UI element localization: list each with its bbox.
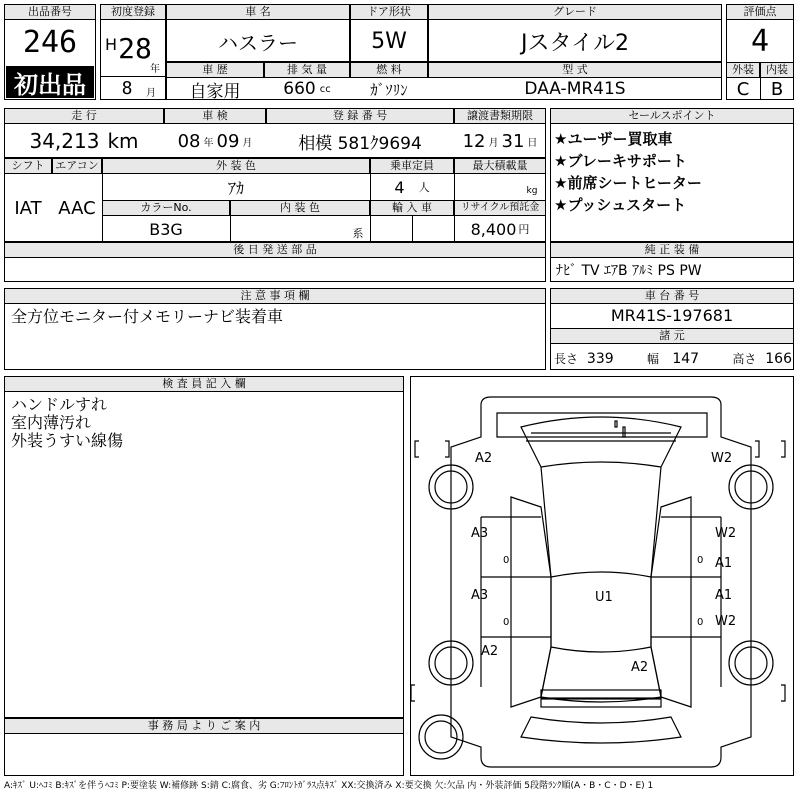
mileage: 34,213 km xyxy=(29,129,139,153)
damage-mark: U1 xyxy=(595,590,613,605)
era: H xyxy=(104,34,118,54)
damage-mark: W2 xyxy=(715,614,737,629)
inspection-expiry: 08 年 09 月 xyxy=(177,130,253,152)
damage-mark: A2 xyxy=(475,451,493,466)
history-label: 車 歴 xyxy=(166,62,264,78)
recycle: 8,400 円 xyxy=(470,219,530,239)
year-unit: 年 xyxy=(150,63,160,74)
equipment-label: 純 正 装 備 xyxy=(550,242,794,258)
damage-mark: A2 xyxy=(481,644,499,659)
chassis-number: MR41S-197681 xyxy=(610,305,734,325)
door-label: ドア形状 xyxy=(350,4,428,20)
damage-mark-zero: 0 xyxy=(697,617,704,628)
sales-points-label: セールスポイント xyxy=(550,108,794,124)
damage-mark: W2 xyxy=(711,451,733,466)
mileage-label: 走 行 xyxy=(4,108,164,124)
first-listing-badge: 初出品 xyxy=(6,66,94,98)
damage-mark-zero: 0 xyxy=(503,555,510,566)
inspector-note: 外装うすい線傷 xyxy=(11,431,124,450)
car-name: ハスラー xyxy=(218,30,298,55)
max-load-unit: kg xyxy=(526,186,538,196)
int-color-unit: 系 xyxy=(352,227,364,240)
model: DAA-MR41S xyxy=(524,79,626,99)
office-label: 事 務 局 よ り ご 案 内 xyxy=(4,718,404,734)
ext-color: ｱｶ xyxy=(227,178,244,198)
grade-label: グレード xyxy=(428,4,722,20)
damage-mark: A1 xyxy=(715,588,733,603)
damage-mark-zero: 0 xyxy=(697,555,704,566)
dims-label: 諸 元 xyxy=(550,328,794,344)
first-reg-label: 初度登録 xyxy=(100,4,166,20)
door: 5W xyxy=(371,28,407,54)
lot-label: 出品番号 xyxy=(4,4,96,20)
grade: Jスタイル2 xyxy=(520,30,630,56)
transfer-label: 譲渡書類期限 xyxy=(454,108,546,124)
ac: AAC xyxy=(58,197,96,219)
equipment: ﾅﾋﾞ TV ｴｱB ｱﾙﾐ PS PW xyxy=(556,263,702,279)
shift-label: シフト xyxy=(4,158,52,174)
dimensions: 長さ 339 幅 147 高さ 166 xyxy=(554,350,792,367)
score: 4 xyxy=(750,23,770,59)
inspector-label: 検 査 員 記 入 欄 xyxy=(4,376,404,392)
car-outline-diagram xyxy=(411,377,793,775)
transfer-deadline: 12 月 31 日 xyxy=(462,130,538,152)
parts-label: 後 日 発 送 部 品 xyxy=(4,242,546,258)
ext-color-label: 外 装 色 xyxy=(102,158,370,174)
inspection-label: 車 検 xyxy=(164,108,266,124)
reg-no-label: 登 録 番 号 xyxy=(266,108,454,124)
height: 166 xyxy=(765,350,792,367)
car-name-label: 車 名 xyxy=(166,4,350,20)
interior-label: 内装 xyxy=(760,62,794,78)
first-reg-year: 28 xyxy=(118,31,152,65)
capacity: 4 人 xyxy=(394,177,430,197)
inspector-notes xyxy=(6,394,402,452)
length: 339 xyxy=(586,350,614,367)
damage-mark: A3 xyxy=(471,588,489,603)
import-label: 輸 入 車 xyxy=(370,200,454,216)
sales-point: ★ユーザー買取車 xyxy=(554,130,673,148)
ac-label: エアコン xyxy=(52,158,102,174)
lot-number: 246 xyxy=(22,24,78,60)
recycle-label: リサイクル預託金 xyxy=(454,200,546,216)
exterior-label: 外装 xyxy=(726,62,760,78)
first-reg-month: 8 xyxy=(121,78,133,98)
history: 自家用 xyxy=(189,81,241,100)
sales-point: ★前席シートヒーター xyxy=(554,174,702,192)
damage-mark-zero: 0 xyxy=(503,617,510,628)
score-label: 評価点 xyxy=(726,4,794,20)
inspector-note: 室内薄汚れ xyxy=(11,413,92,432)
shift: IAT xyxy=(14,197,42,219)
max-load-label: 最大積載量 xyxy=(454,158,546,174)
model-label: 型 式 xyxy=(428,62,722,78)
exterior-grade: C xyxy=(736,78,750,100)
displacement: 660 cc xyxy=(283,79,331,99)
month-unit: 月 xyxy=(146,87,156,98)
sales-points xyxy=(554,128,792,216)
capacity-label: 乗車定員 xyxy=(370,158,454,174)
damage-mark: W2 xyxy=(715,526,737,541)
damage-mark: A2 xyxy=(631,660,649,675)
car-diagram xyxy=(410,376,794,776)
int-color-label: 内 装 色 xyxy=(230,200,370,216)
caution-label: 注 意 事 項 欄 xyxy=(4,288,546,304)
sales-point: ★プッシュスタート xyxy=(554,196,687,214)
caution-text: 全方位モニター付メモリーナビ装着車 xyxy=(11,307,284,326)
color-no-label: カラーNo. xyxy=(102,200,230,216)
interior-grade: B xyxy=(770,78,784,100)
displacement-label: 排 気 量 xyxy=(264,62,350,78)
inspector-note: ハンドルすれ xyxy=(11,395,108,414)
fuel: ｶﾞｿﾘﾝ xyxy=(370,80,408,99)
legend-footer: A:ｷｽﾞ U:ﾍｺﾐ B:ｷｽﾞを伴うﾍｺﾐ P:要塗装 W:補修跡 S:錆 C:腐食、劣 G:ﾌﾛﾝﾄｶﾞﾗｽ点ｷｽﾞ XX:交換済み X:要交換 欠:欠品 内・外装評価 5段階ﾗﾝｸ順(A・B・C・D・E) 1 xyxy=(4,781,654,791)
color-no: B3G xyxy=(149,219,183,239)
sales-point: ★ブレーキサポート xyxy=(554,152,687,170)
damage-mark: A3 xyxy=(471,526,489,541)
width: 147 xyxy=(672,350,700,367)
fuel-label: 燃 料 xyxy=(350,62,428,78)
chassis-label: 車 台 番 号 xyxy=(550,288,794,304)
reg-no: 相模 581ｸ9694 xyxy=(298,133,422,154)
damage-mark: A1 xyxy=(715,556,733,571)
